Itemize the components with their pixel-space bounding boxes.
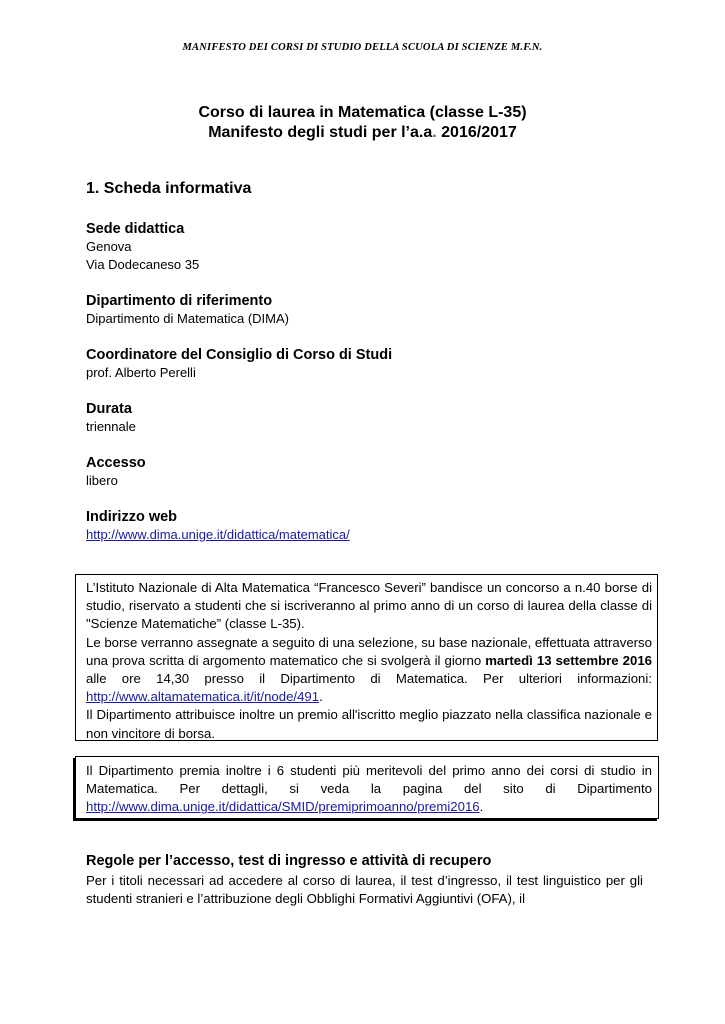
field-value: libero [86,473,118,488]
field-label: Sede didattica [86,221,185,237]
notice-paragraph [86,634,652,707]
prize-text: . [479,799,484,815]
altamatematica-link[interactable]: http://www.altamatematica.it/it/node/491 [86,689,320,705]
field-label: Coordinatore del Consiglio di Corso di Studi [86,347,393,363]
field-value: triennale [86,419,136,434]
indam-notice-box [75,574,658,741]
prize-paragraph [86,762,652,817]
premi-link[interactable]: http://www.dima.unige.it/didattica/SMID/premiprimoanno/premi2016 [86,799,480,815]
document-header: MANIFESTO DEI CORSI DI STUDIO DELLA SCUOLA DI SCIENZE M.F.N. [182,42,543,53]
field-dipartimento [86,292,289,328]
page-title-line1: Corso di laurea in Matematica (classe L-35) [198,104,527,121]
web-link[interactable]: http://www.dima.unige.it/didattica/matematica/ [86,527,350,542]
notice-text: alle ore 14,30 presso il Dipartimento di Matematica. Per ulteriori informazioni: [86,671,652,687]
title-year: 2016/2017 [436,124,517,141]
field-coordinatore [86,346,392,382]
page-title-line2 [0,123,725,143]
field-label: Accesso [86,455,146,471]
title-green-dot: . [432,124,437,141]
field-value: prof. Alberto Perelli [86,365,196,380]
field-label: Indirizzo web [86,509,178,525]
rules-heading: Regole per l’accesso, test di ingresso e attività di recupero [86,853,492,869]
notice-text: Le borse verranno assegnate a seguito di una selezione, su base nazionale, effettuata attraverso una prova scritta di argomento matematico che si svolgerà il giorno [86,634,652,668]
field-accesso [86,454,146,490]
field-value: Dipartimento di Matematica (DIMA) [86,311,289,326]
department-prize-box [75,756,659,819]
exam-date: martedì 13 settembre 2016 [485,652,652,668]
prize-text: Il Dipartimento premia inoltre i 6 studenti più meritevoli del primo anno dei corsi di studio in Matematica. Per dettagli, si veda la pagina del sito di Dipartimento [86,763,652,797]
field-value: Genova [86,239,132,254]
field-value: Via Dodecaneso 35 [86,257,200,272]
notice-paragraph: Il Dipartimento attribuisce inoltre un premio all'iscritto meglio piazzato nella classifica nazionale e non vincitore di borsa. [86,707,652,741]
field-durata [86,400,136,436]
section-heading: 1. Scheda informativa [86,180,252,197]
field-label: Dipartimento di riferimento [86,293,273,309]
title-line2-text: Manifesto degli studi per l’a.a [208,124,433,141]
rules-paragraph: Per i titoli necessari ad accedere al corso di laurea, il test d’ingresso, il test linguistico per gli studenti stranieri e l’attribuzione degli Obblighi Formativi Aggiuntivi (OFA), il [86,873,643,907]
field-sede [86,220,199,274]
notice-paragraph: L’Istituto Nazionale di Alta Matematica “Francesco Severi” bandisce un concorso a n.40 borse di studio, riservato a studenti che si iscriveranno al primo anno di un corso di laurea della classe di "Scienze Matematiche” (classe L-35). [86,580,652,632]
field-web [86,508,350,544]
field-label: Durata [86,401,132,417]
notice-text: . [319,689,323,705]
